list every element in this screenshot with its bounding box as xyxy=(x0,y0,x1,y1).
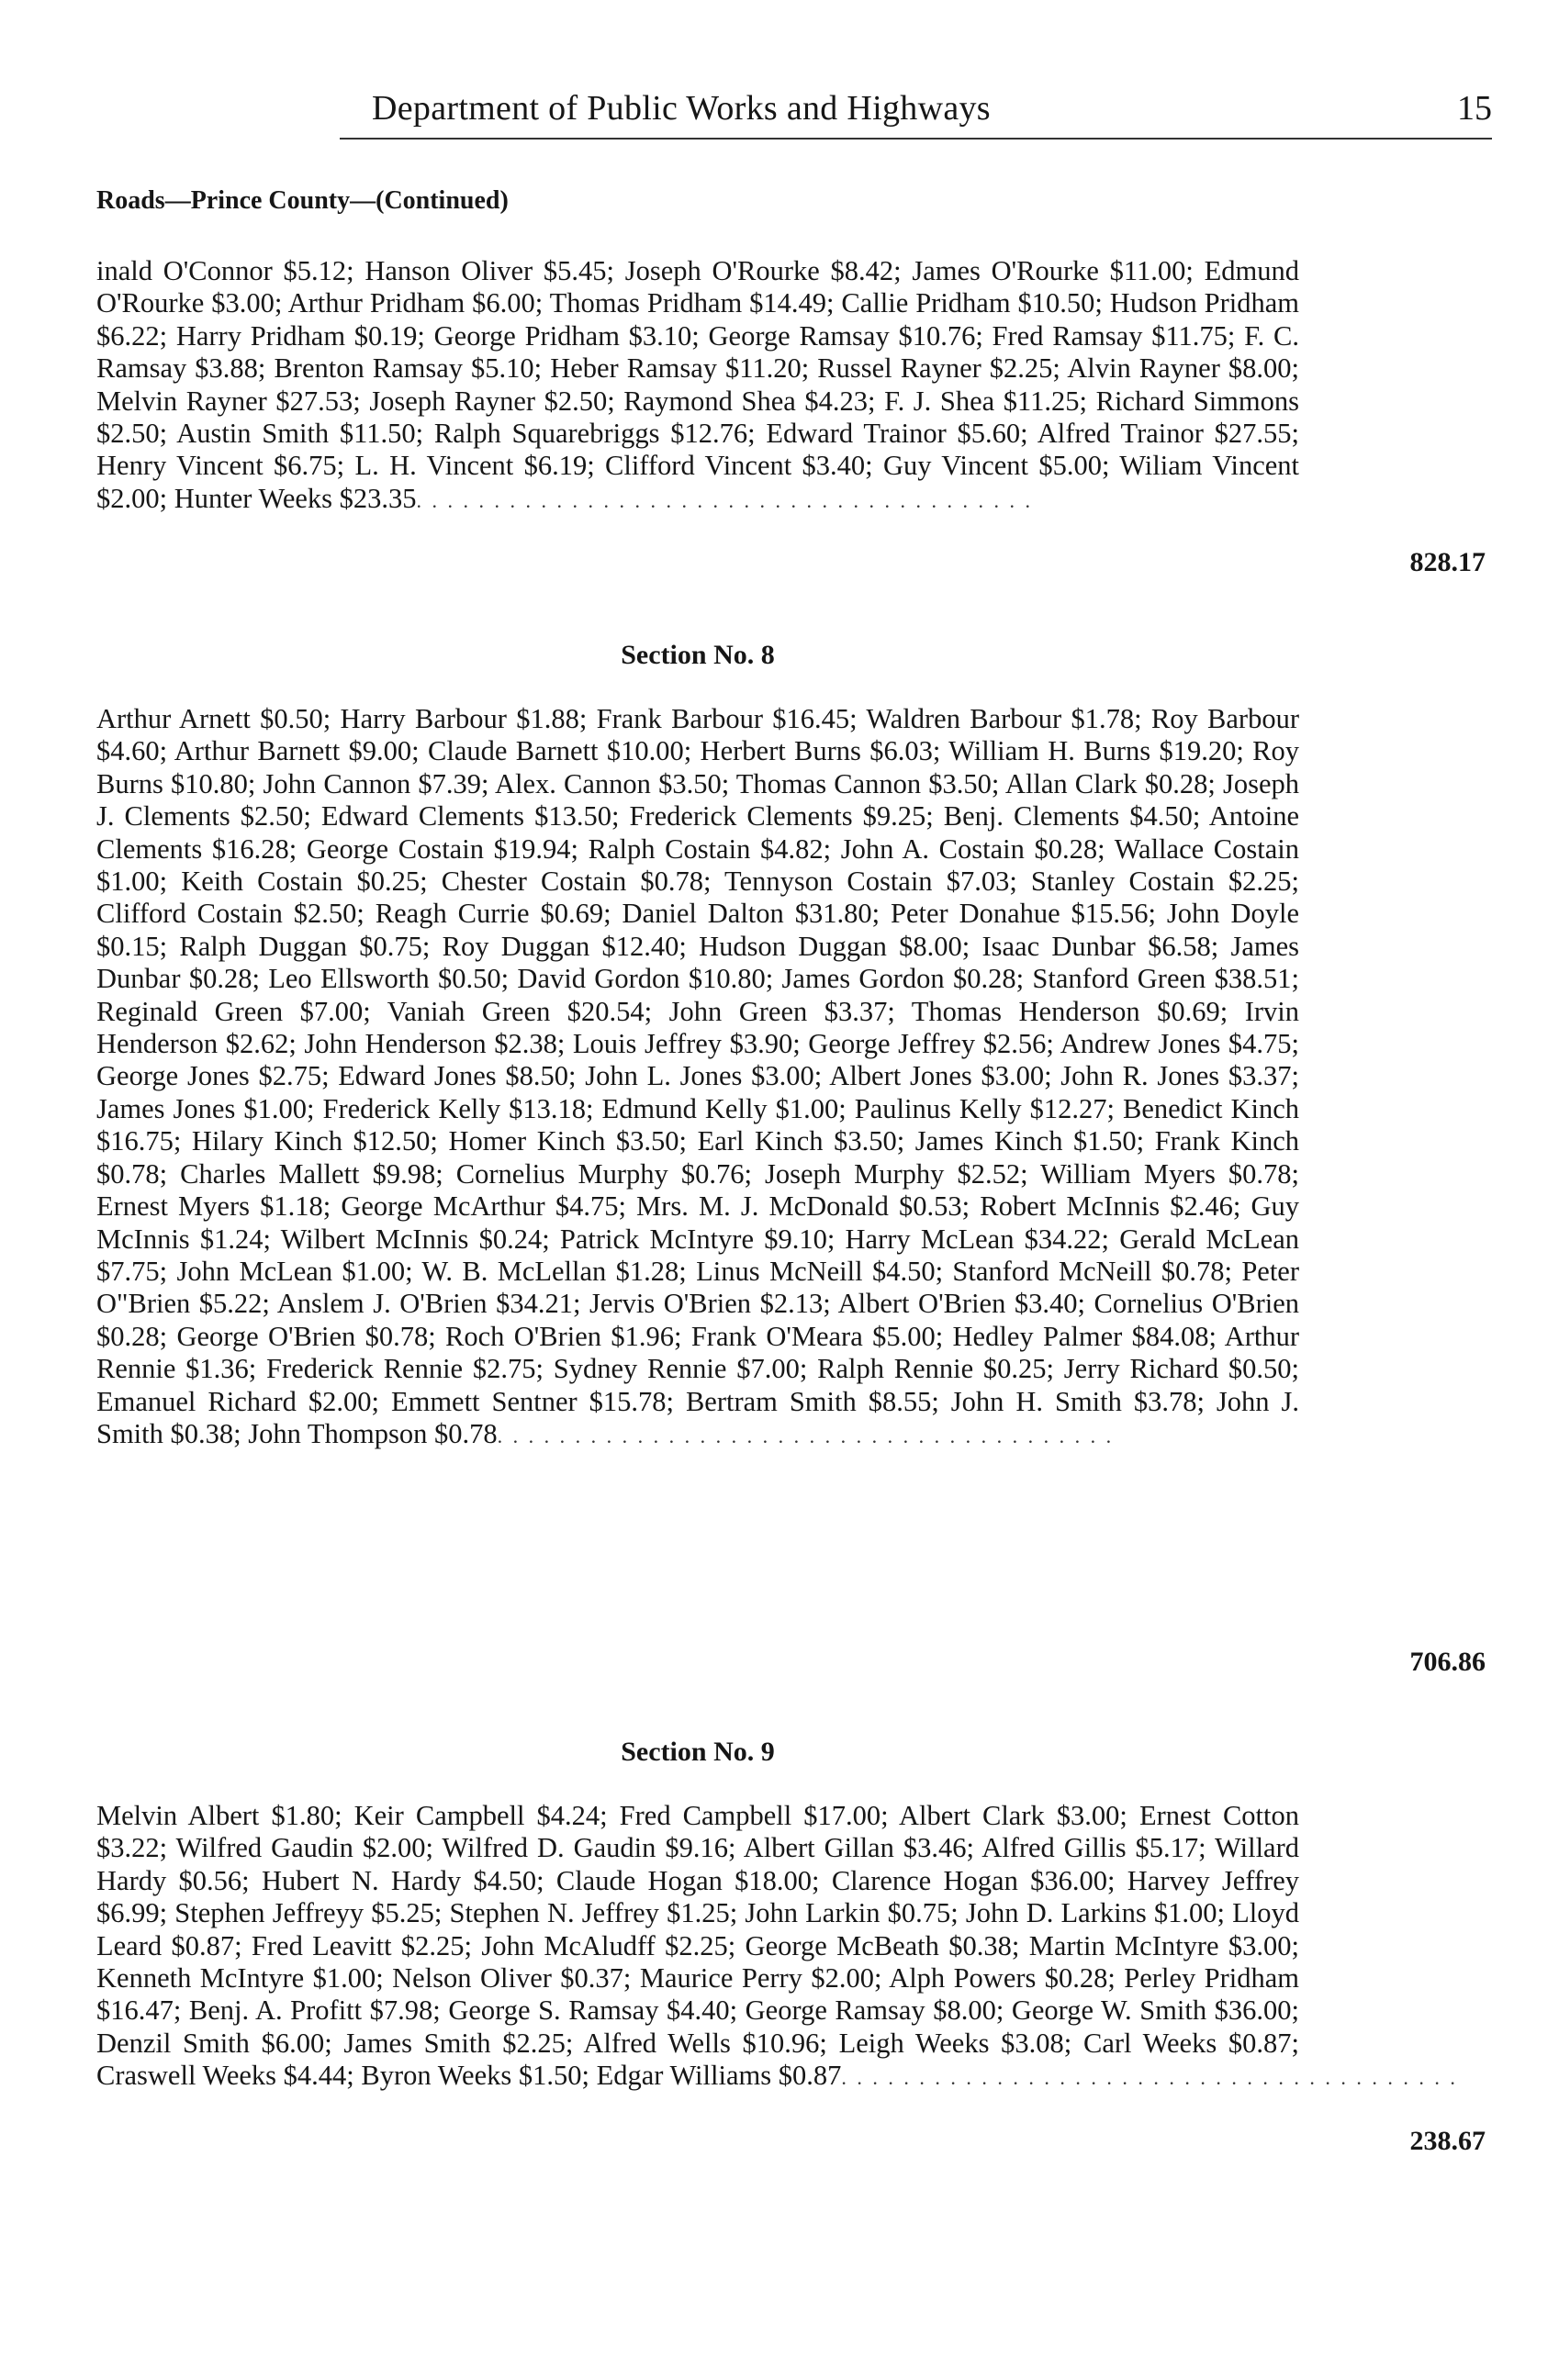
section-heading: Section No. 9 xyxy=(621,1737,775,1767)
continued-heading: Roads—Prince County—(Continued) xyxy=(96,186,509,215)
section-paragraph xyxy=(96,703,1299,1452)
continued-paragraph xyxy=(96,255,1299,517)
payee-list: Melvin Albert $1.80; Keir Campbell $4.24; Fred Campbell $17.00; Albert Clark $3.00; Ernest Cotton $3.22; Wilfred Gaudin $2.00; Wilfred D. Gaudin $9.16; Albert Gillan $3.46; Alfred Gillis $5.17; Willard Hardy $0.56; Hubert N. Hardy $4.50; Claude Hogan $18.00; Clarence Hogan $36.00; Harvey Jeffrey $6.99; Stephen Jeffreyy $5.25; Stephen N. Jeffrey $1.25; John Larkin $0.75; John D. Larkins $1.00; Lloyd Leard $0.87; Fred Leavitt $2.25; John McAludff $2.25; George McBeath $0.38; Martin McIntyre $3.00; Kenneth McIntyre $1.00; Nelson Oliver $0.37; Maurice Perry $2.00; Alph Powers $0.28; Perley Pridham $16.47; Benj. A. Profitt $7.98; George S. Ramsay $4.40; George Ramsay $8.00; George W. Smith $36.00; Denzil Smith $6.00; James Smith $2.25; Alfred Wells $10.96; Leigh Weeks $3.08; Carl Weeks $0.87; Craswell Weeks $4.44; Byron Weeks $1.50; Edgar Williams $0.87 xyxy=(96,1800,1299,2092)
page-header xyxy=(96,88,1492,140)
page-number: 15 xyxy=(1457,89,1492,128)
section-total: 828.17 xyxy=(1409,547,1486,577)
page-title: Department of Public Works and Highways xyxy=(372,89,991,128)
section-paragraph xyxy=(96,1800,1458,2095)
dot-leader: . . . . . . . . . . . . . . . . . . . . . . . . . . . . . . . . . . . . . . . . xyxy=(497,1424,1115,1447)
payee-list: Arthur Arnett $0.50; Harry Barbour $1.88; Frank Barbour $16.45; Waldren Barbour $1.78; Roy Barbour $4.60; Arthur Barnett $9.00; Claude Barnett $10.00; Herbert Burns $6.03; William H. Burns $19.20; Roy Burns $10.80; John Cannon $7.39; Alex. Cannon $3.50; Thomas Cannon $3.50; Allan Clark $0.28; Joseph J. Clements $2.50; Edward Clements $13.50; Frederick Clements $9.25; Benj. Clements $4.50; Antoine Clements $16.28; George Costain $19.94; Ralph Costain $4.82; John A. Costain $0.28; Wallace Costain $1.00; Keith Costain $0.25; Chester Costain $0.78; Tennyson Costain $7.03; Stanley Costain $2.25; Clifford Costain $2.50; Reagh Currie $0.69; Daniel Dalton $31.80; Peter Donahue $15.56; John Doyle $0.15; Ralph Duggan $0.75; Roy Duggan $12.40; Hudson Duggan $8.00; Isaac Dunbar $6.58; James Dunbar $0.28; Leo Ellsworth $0.50; David Gordon $10.80; James Gordon $0.28; Stanford Green $38.51; Reginald Green $7.00; Vaniah Green $20.54; John Green $3.37; Thomas Henderson $0.69; Irvin Henderson $2.62; John Henderson $2.38; Louis Jeffrey $3.90; George Jeffrey $2.56; Andrew Jones $4.75; George Jones $2.75; Edward Jones $8.50; John L. Jones $3.00; Albert Jones $3.00; John R. Jones $3.37; James Jones $1.00; Frederick Kelly $13.18; Edmund Kelly $1.00; Paulinus Kelly $12.27; Benedict Kinch $16.75; Hilary Kinch $12.50; Homer Kinch $3.50; Earl Kinch $3.50; James Kinch $1.50; Frank Kinch $0.78; Charles Mallett $9.98; Cornelius Murphy $0.76; Joseph Murphy $2.52; William Myers $0.78; Ernest Myers $1.18; George McArthur $4.75; Mrs. M. J. McDonald $0.53; Robert McInnis $2.46; Guy McInnis $1.24; Wilbert McInnis $0.24; Patrick McIntyre $9.10; Harry McLean $34.22; Gerald McLean $7.75; John McLean $1.00; W. B. McLellan $1.28; Linus McNeill $4.50; Stanford McNeill $0.78; Peter O"Brien $5.22; Anslem J. O'Brien $34.21; Jervis O'Brien $2.13; Albert O'Brien $3.40; Cornelius O'Brien $0.28; George O'Brien $0.78; Roch O'Brien $1.96; Frank O'Meara $5.00; Hedley Palmer $84.08; Arthur Rennie $1.36; Frederick Rennie $2.75; Sydney Rennie $7.00; Ralph Rennie $0.25; Jerry Richard $0.50; Emanuel Richard $2.00; Emmett Sentner $15.78; Bertram Smith $8.55; John H. Smith $3.78; John J. Smith $0.38; John Thompson $0.78 xyxy=(96,703,1299,1449)
dot-leader: . . . . . . . . . . . . . . . . . . . . . . . . . . . . . . . . . . . . . . . . xyxy=(841,2066,1458,2090)
section-heading: Section No. 8 xyxy=(621,640,775,670)
header-rule xyxy=(340,138,1492,140)
section-total: 706.86 xyxy=(1409,1647,1486,1677)
section-total: 238.67 xyxy=(1409,2126,1486,2156)
dot-leader: . . . . . . . . . . . . . . . . . . . . . . . . . . . . . . . . . . . . . . . . xyxy=(416,488,1034,512)
payee-list: inald O'Connor $5.12; Hanson Oliver $5.45; Joseph O'Rourke $8.42; James O'Rourke $11.00; Edmund O'Rourke $3.00; Arthur Pridham $6.00; Thomas Pridham $14.49; Callie Pridham $10.50; Hudson Pridham $6.22; Harry Pridham $0.19; George Pridham $3.10; George Ramsay $10.76; Fred Ramsay $11.75; F. C. Ramsay $3.88; Brenton Ramsay $5.10; Heber Ramsay $11.20; Russel Rayner $2.25; Alvin Rayner $8.00; Melvin Rayner $27.53; Joseph Rayner $2.50; Raymond Shea $4.23; F. J. Shea $11.25; Richard Simmons $2.50; Austin Smith $11.50; Ralph Squarebriggs $12.76; Edward Trainor $5.60; Alfred Trainor $27.55; Henry Vincent $6.75; L. H. Vincent $6.19; Clifford Vincent $3.40; Guy Vincent $5.00; Wiliam Vincent $2.00; Hunter Weeks $23.35 xyxy=(96,255,1299,514)
